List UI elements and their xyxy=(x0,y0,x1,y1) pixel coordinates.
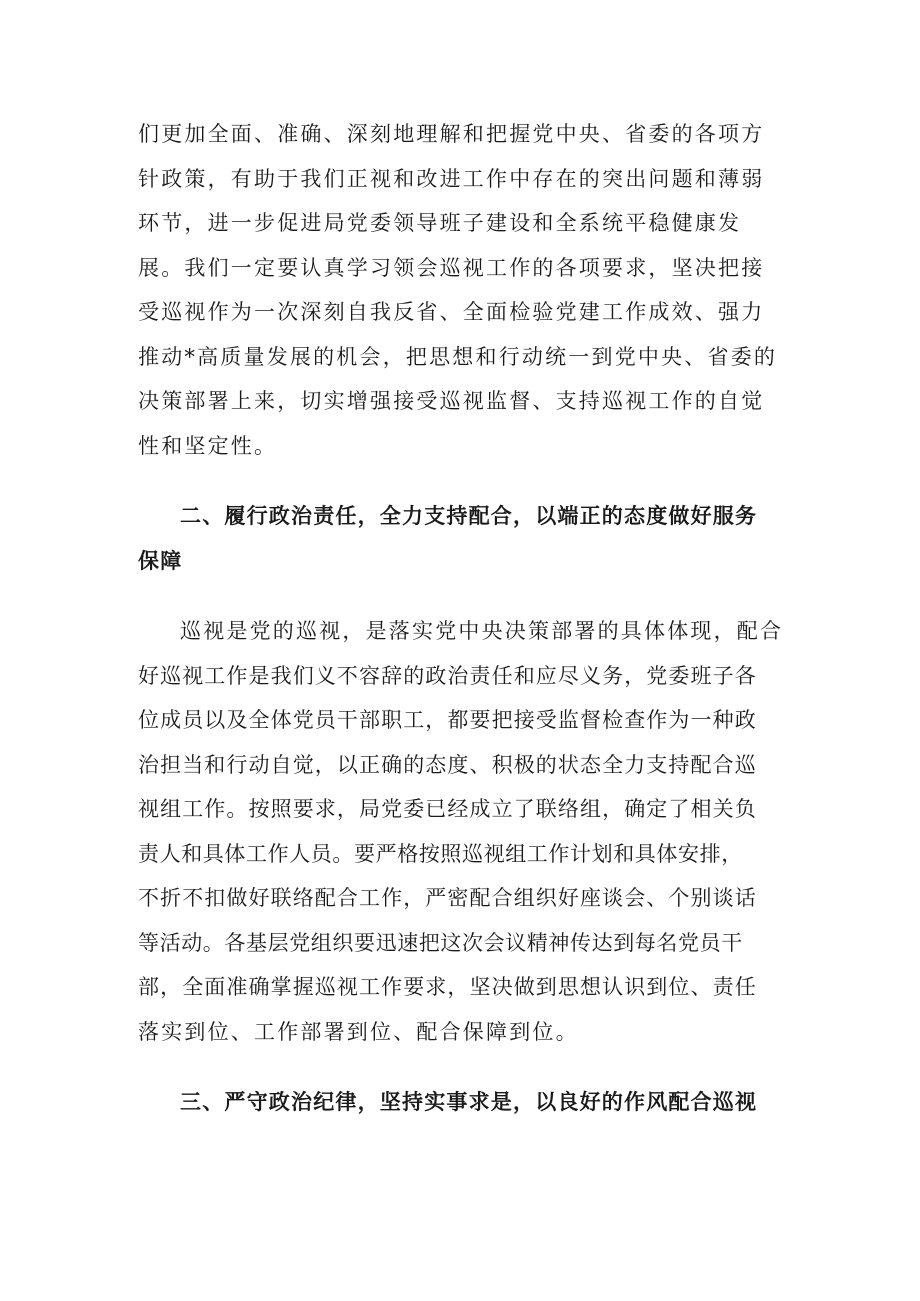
paragraph-line: 好巡视工作是我们义不容辞的政治责任和应尽义务，党委班子各 xyxy=(138,663,757,688)
paragraph-line: 环节，进一步促进局党委领导班子建设和全系统平稳健康发 xyxy=(138,211,742,235)
heading-line: 保障 xyxy=(138,548,183,573)
paragraph-line: 巡视是党的巡视，是落实党中央决策部署的具体体现，配合 xyxy=(180,619,784,643)
paragraph-line: 针政策，有助于我们正视和改进工作中存在的突出问题和薄弱 xyxy=(138,166,765,191)
section-heading-3 xyxy=(138,1080,798,1125)
paragraph-line: 位成员以及全体党员干部职工，都要把接受监督检查作为一种政 xyxy=(138,708,757,732)
paragraph-line: 视组工作。按照要求，局党委已经成立了联络组，确定了相关负 xyxy=(138,797,757,821)
paragraph-line: 部，全面准确掌握巡视工作要求，坚决做到思想认识到位、责任 xyxy=(138,975,757,999)
heading-line: 二、履行政治责任，全力支持配合，以端正的态度做好服务 xyxy=(180,504,758,528)
paragraph-line: 责人和具体工作人员。要严格按照巡视组工作计划和具体安排， xyxy=(138,841,743,866)
paragraph-line: 决策部署上来，切实增强接受巡视监督、支持巡视工作的自觉 xyxy=(138,389,765,413)
paragraph-line: 落实到位、工作部署到位、配合保障到位。 xyxy=(138,1019,579,1044)
document-body xyxy=(138,112,798,1125)
section-heading-2 xyxy=(138,494,798,583)
paragraph-continuation xyxy=(138,112,798,468)
paragraph-line: 治担当和行动自觉，以正确的态度、积极的状态全力支持配合巡 xyxy=(138,752,757,777)
heading-line: 三、严守政治纪律，坚持实事求是，以良好的作风配合巡视 xyxy=(180,1090,758,1114)
paragraph-line: 不折不扣做好联络配合工作，严密配合组织好座谈会、个别谈话 xyxy=(138,886,757,910)
paragraph-line: 展。我们一定要认真学习领会巡视工作的各项要求，坚决把接 xyxy=(138,255,765,280)
paragraph-line: 性和坚定性。 xyxy=(138,433,278,458)
paragraph-line: 等活动。各基层党组织要迅速把这次会议精神传达到每名党员干 xyxy=(138,930,743,955)
paragraph-line: 推动*高质量发展的机会，把思想和行动统一到党中央、省委的 xyxy=(138,344,778,369)
paragraph-line: 受巡视作为一次深刻自我反省、全面检验党建工作成效、强力 xyxy=(138,300,765,324)
paragraph-line: 们更加全面、准确、深刻地理解和把握党中央、省委的各项方 xyxy=(138,122,765,146)
paragraph-section-2 xyxy=(138,609,798,1054)
